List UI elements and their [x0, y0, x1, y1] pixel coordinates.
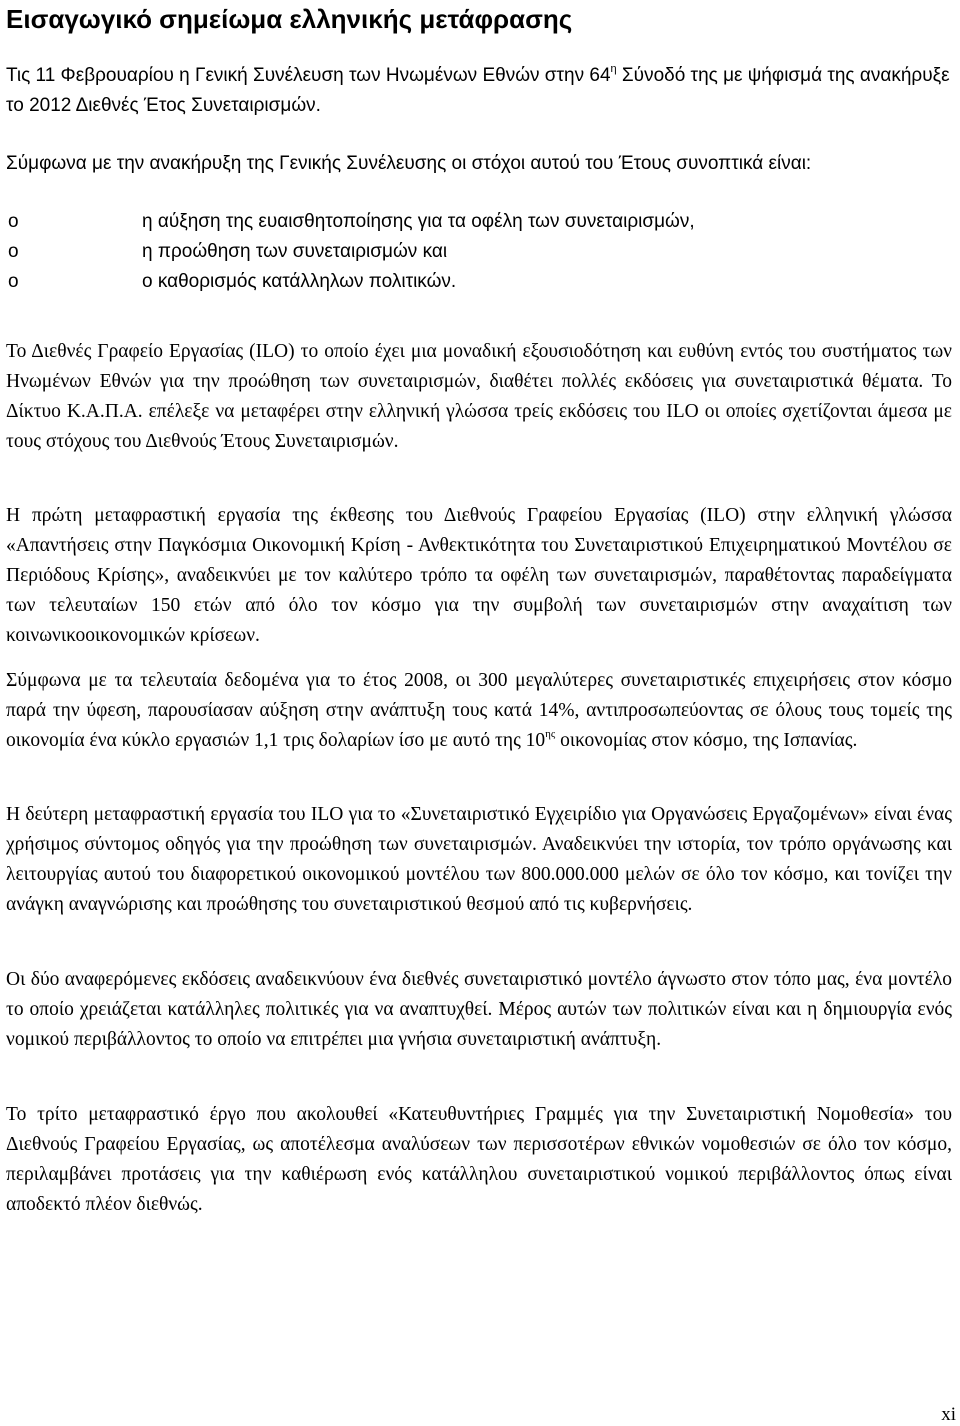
- list-item-text: η προώθηση των συνεταιρισμών και: [142, 241, 448, 262]
- paragraph-ilo: Το Διεθνές Γραφείο Εργασίας (ILO) το οποίο έχει μια μοναδική εξουσιοδότηση και ευθύνη εντός του συστήματος των Ηνωμένων Εθνών για την προώθηση των συνεταιρισμών, διαθέτει πολλές εκδόσεις για συνεταιριστικά θέματα. Το Δίκτυο Κ.Α.Π.Α. επέλεξε να μεταφέρει στην ελληνική γλώσσα τρείς εκδόσεις του ILO οι οποίες σχετίζονται άμεσα με τους στόχους του Διεθνούς Έτους Συνεταιρισμών.: [6, 341, 952, 452]
- ordinal-superscript: η: [610, 63, 617, 75]
- intro-text-end: Σύνοδό της με ψήφισμά της ανακήρυξε το 2012 Διεθνές Έτος Συνεταιρισμών.: [6, 65, 950, 116]
- list-item: [6, 237, 695, 267]
- page-number: xi: [941, 1404, 956, 1425]
- paragraph-second-translation: Η δεύτερη μεταφραστική εργασία του ILO για το «Συνεταιριστικό Εγχειρίδιο για Οργανώσεις Εργαζομένων» είναι ένας χρήσιμος σύντομος οδηγός για την προώθηση των συνεταιρισμών. Αναδεικνύει την ιστορία, τον τρόπο οργάνωσης και λειτουργίας αυτού του διαφορετικού οικονομικού μοντέλου των 800.000.000 μελών σε όλο τον κόσμο, και τονίζει την ανάγκη αναγνώρισης και προώθησης του συνεταιριστικού θεσμού από τις κυβερνήσεις.: [6, 804, 952, 915]
- goals-intro: Σύμφωνα με την ανακήρυξη της Γενικής Συνέλευσης οι στόχοι αυτού του Έτους συνοπτικά είναι:: [6, 153, 812, 174]
- bullet-icon: o: [8, 271, 19, 292]
- goals-list: [6, 207, 695, 297]
- list-item: [6, 207, 695, 237]
- statistics-text: Σύμφωνα με τα τελευταία δεδομένα για το έτος 2008, οι 300 μεγαλύτερες συνεταιριστικές επιχειρήσεις στον κόσμο παρά την ύφεση, παρουσίασαν αύξηση στην ανάπτυξη τους κατά 14%, αντιπροσωπεύοντας σε όλους τους τομείς της οικονομία ένα κύκλο εργασιών 1,1 τρις δολαρίων ίσο με αυτό της 10: [6, 670, 952, 751]
- statistics-text-end: οικονομίας στον κόσμο, της Ισπανίας.: [555, 730, 858, 751]
- paragraph-cooperative-model: Οι δύο αναφερόμενες εκδόσεις αναδεικνύουν ένα διεθνές συνεταιριστικό μοντέλο άγνωστο στον τόπο μας, ένα μοντέλο το οποίο χρειάζεται κατάλληλες πολιτικές για να αναπτυχθεί. Μέρος αυτών των πολιτικών είναι και η δημιουργία ενός νομικού περιβάλλοντος το οποίο να επιτρέπει μια γνήσια συνεταιριστική ανάπτυξη.: [6, 969, 952, 1050]
- list-item-text: ο καθορισμός κατάλληλων πολιτικών.: [142, 271, 457, 292]
- intro-text: Τις 11 Φεβρουαρίου η Γενική Συνέλευση των Ηνωμένων Εθνών στην 64: [6, 65, 611, 86]
- paragraph-first-translation: Η πρώτη μεταφραστική εργασία της έκθεσης του Διεθνούς Γραφείου Εργασίας (ILO) στην ελληνική γλώσσα «Απαντήσεις στην Παγκόσμια Οικονομική Κρίση - Ανθεκτικότητα του Συνεταιριστικού Επιχειρηματικού Μοντέλου σε Περιόδους Κρίσης», αναδεικνύει με τον καλύτερο τρόπο τα οφέλη των συνεταιρισμών, παραθέτοντας παραδείγματα των τελευταίων 150 ετών από όλο τον κόσμο για την συμβολή των συνεταιρισμών στην αναχαίτιση των κοινωνικοοικονομικών κρίσεων.: [6, 505, 952, 646]
- bullet-icon: o: [8, 241, 19, 262]
- paragraph-third-translation: Το τρίτο μεταφραστικό έργο που ακολουθεί «Κατευθυντήριες Γραμμές για την Συνεταιριστική Νομοθεσία» του Διεθνούς Γραφείου Εργασίας, ως αποτέλεσμα αναλύσεων των περισσοτέρων εθνικών νομοθεσιών σε όλο τον κόσμο, περιλαμβάνει προτάσεις για την καθιέρωση ενός κατάλληλου συνεταιριστικού νομικού περιβάλλοντος όπως είναι αποδεκτό πλέον διεθνώς.: [6, 1104, 952, 1215]
- bullet-icon: o: [8, 211, 19, 232]
- paragraph-statistics: [6, 666, 952, 756]
- list-item: [6, 267, 695, 297]
- ordinal-superscript: ης: [545, 728, 556, 740]
- list-item-text: η αύξηση της ευαισθητοποίησης για τα οφέλη των συνεταιρισμών,: [142, 211, 695, 232]
- intro-paragraph: [6, 61, 952, 121]
- page-title: Εισαγωγικό σημείωμα ελληνικής μετάφρασης: [6, 4, 573, 34]
